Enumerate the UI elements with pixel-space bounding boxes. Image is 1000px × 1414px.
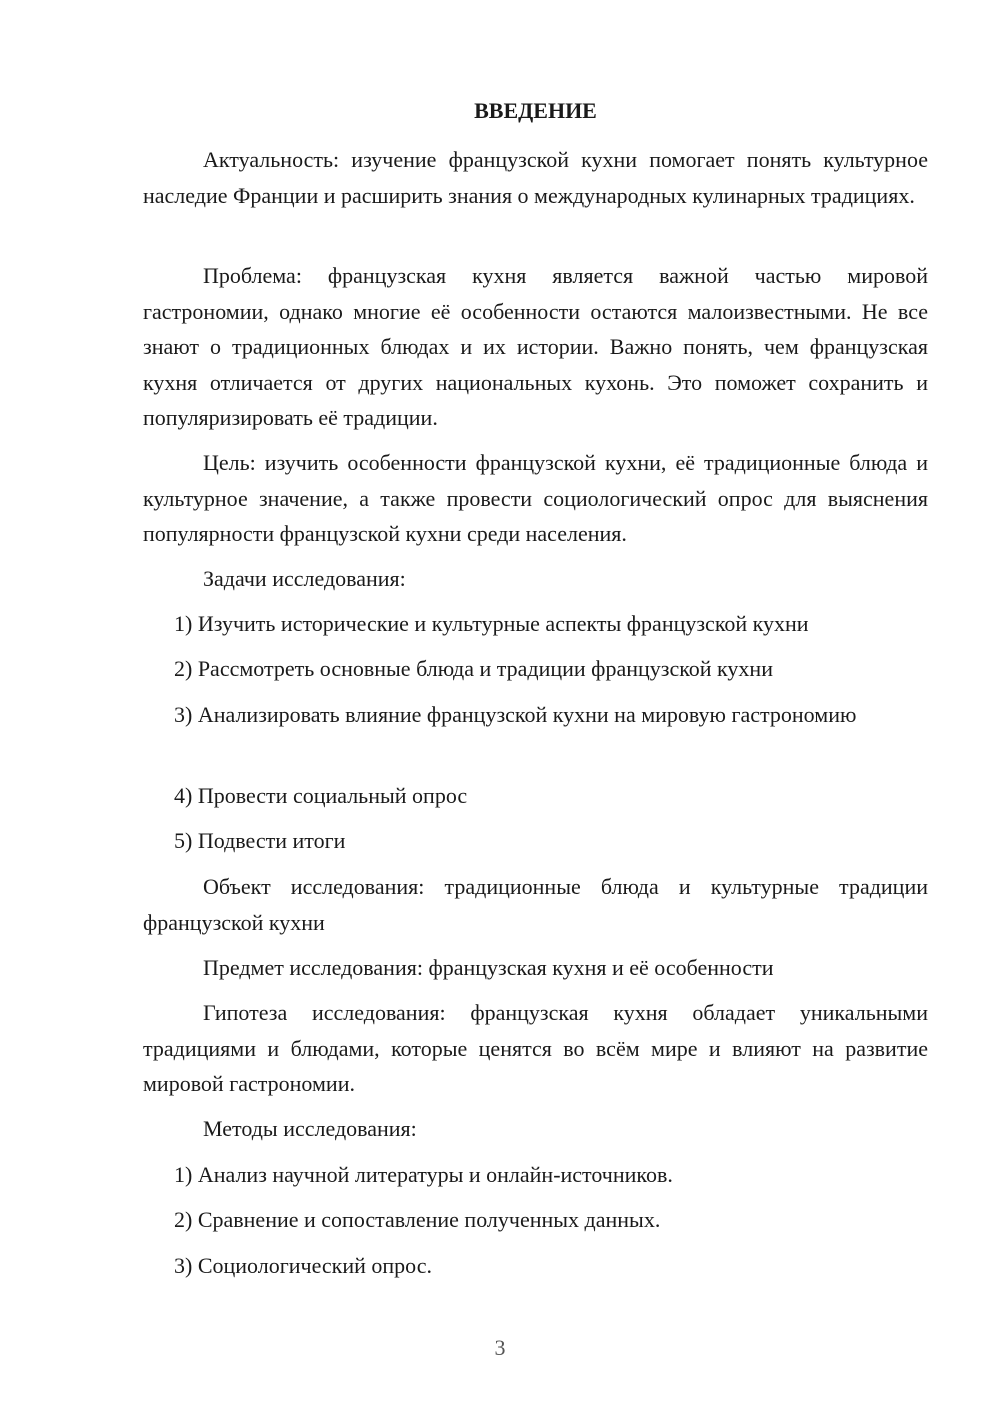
- relevance-paragraph: Актуальность: изучение французской кухни помогает понять культурное наследие Франции и расширить знания о международных кулинарных традициях.: [143, 147, 928, 208]
- task-item-5: 5) Подвести итоги: [174, 828, 346, 853]
- method-item-1: 1) Анализ научной литературы и онлайн-источников.: [174, 1162, 673, 1187]
- page-number: 3: [494, 1335, 506, 1360]
- subject-paragraph: Предмет исследования: французская кухня и её особенности: [203, 955, 774, 980]
- method-item-2: 2) Сравнение и сопоставление полученных данных.: [174, 1207, 661, 1232]
- task-item-4: 4) Провести социальный опрос: [174, 783, 468, 808]
- object-paragraph: Объект исследования: традиционные блюда и культурные традиции французской кухни: [143, 874, 928, 935]
- page-title: ВВЕДЕНИЕ: [474, 98, 597, 123]
- task-item-1: 1) Изучить исторические и культурные аспекты французской кухни: [174, 611, 809, 636]
- problem-paragraph: Проблема: французская кухня является важной частью мировой гастрономии, однако многие её особенности остаются малоизвестными. Не все знают о традиционных блюдах и их истории. Важно понять, чем французская кухня отличается от других национальных кухонь. Это поможет сохранить и популяризировать её традиции.: [143, 263, 928, 430]
- task-item-2: 2) Рассмотреть основные блюда и традиции французской кухни: [174, 656, 773, 681]
- goal-paragraph: Цель: изучить особенности французской кухни, её традиционные блюда и культурное значение, а также провести социологический опрос для выяснения популярности французской кухни среди населения.: [143, 450, 928, 546]
- methods-heading: Методы исследования:: [203, 1116, 417, 1141]
- task-item-3: 3) Анализировать влияние французской кухни на мировую гастрономию: [174, 702, 857, 727]
- tasks-heading: Задачи исследования:: [203, 566, 406, 591]
- method-item-3: 3) Социологический опрос.: [174, 1253, 432, 1278]
- hypothesis-paragraph: Гипотеза исследования: французская кухня обладает уникальными традициями и блюдами, которые ценятся во всём мире и влияют на развитие мировой гастрономии.: [143, 1000, 928, 1096]
